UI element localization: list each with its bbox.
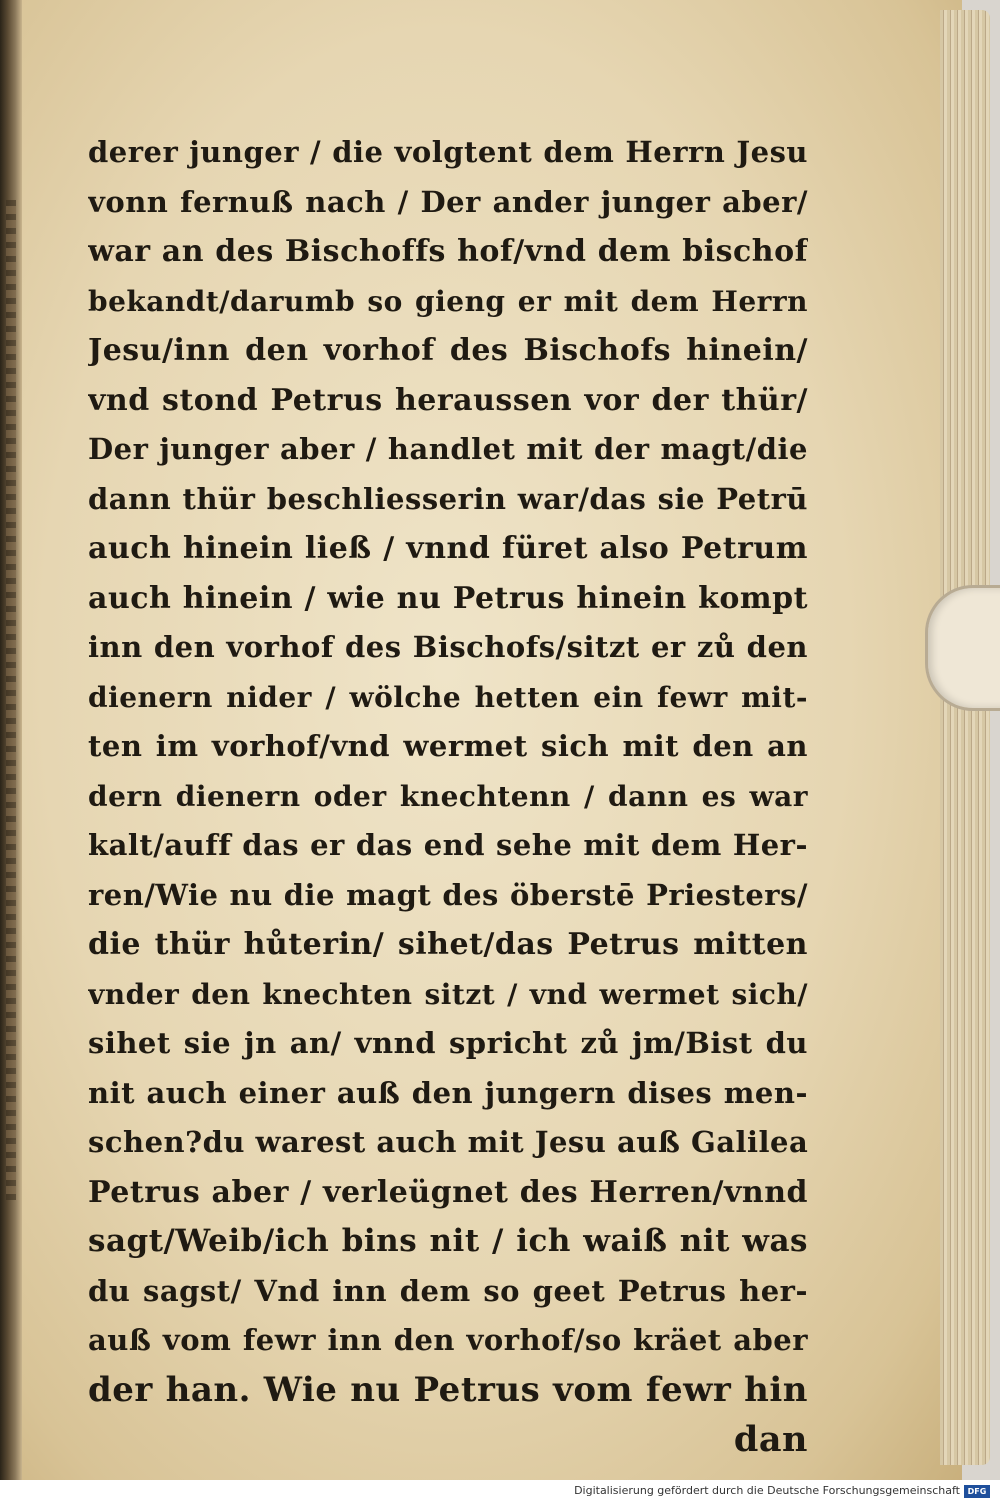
book-clasp	[925, 585, 1000, 711]
text-line: dienern nider / wölche hetten ein fewr mit-	[88, 680, 808, 714]
dfg-logo: DFG	[964, 1485, 990, 1498]
page-edges	[940, 10, 990, 1465]
funding-credit: Digitalisierung gefördert durch die Deutsche Forschungsgemeinschaft	[574, 1484, 960, 1497]
text-line: Petrus aber / verleügnet des Herren/vnnd	[88, 1174, 808, 1210]
text-line: sihet sie jn an/ vnnd spricht zů jm/Bist du	[88, 1026, 808, 1060]
book-left-edge	[0, 0, 22, 1480]
text-line: vonn fernuß nach / Der ander junger aber/	[88, 184, 808, 219]
text-line: Der junger aber / handlet mit der magt/die	[88, 432, 808, 466]
catchword: dan	[733, 1419, 808, 1460]
text-line: bekandt/darumb so gieng er mit dem Herrn	[88, 284, 808, 318]
text-line: vnder den knechten sitzt / vnd wermet sich/	[88, 977, 808, 1011]
text-line: vnd stond Petrus heraussen vor der thür/	[88, 382, 808, 418]
text-line: du sagst/ Vnd inn dem so geet Petrus her-	[88, 1273, 808, 1308]
text-line: ten im vorhof/vnd wermet sich mit den an	[88, 729, 808, 763]
text-line: auß vom fewr inn den vorhof/so kräet aber	[88, 1323, 808, 1357]
text-line: kalt/auff das er das end sehe mit dem Her-	[88, 828, 808, 862]
text-line: inn den vorhof des Bischofs/sitzt er zů den	[88, 630, 808, 664]
text-line: der han. Wie nu Petrus vom fewr hin	[88, 1369, 808, 1410]
text-line: auch hinein ließ / vnnd füret also Petrum	[88, 531, 808, 566]
text-line: derer junger / die volgtent dem Herrn Jesu	[88, 135, 808, 169]
text-line: nit auch einer auß den jungern dises men-	[88, 1075, 808, 1110]
text-line: schen?du warest auch mit Jesu auß Galilea	[88, 1125, 808, 1159]
text-line: ren/Wie nu die magt des öberstē Priesters/	[88, 877, 808, 912]
text-line: auch hinein / wie nu Petrus hinein kompt	[88, 580, 808, 616]
text-line: dern dienern oder knechtenn / dann es war	[88, 779, 808, 813]
text-block	[88, 128, 808, 1465]
text-line: sagt/Weib/ich bins nit / ich waiß nit was	[88, 1223, 808, 1259]
text-line: die thür hůterin/ sihet/das Petrus mitten	[88, 927, 808, 962]
text-line: war an des Bischoffs hof/vnd dem bischof	[88, 234, 808, 269]
footer-bar	[0, 1480, 1000, 1502]
text-line: Jesu/inn den vorhof des Bischofs hinein/	[88, 333, 808, 368]
text-line: dann thür beschliesserin war/das sie Petrū	[88, 481, 808, 516]
